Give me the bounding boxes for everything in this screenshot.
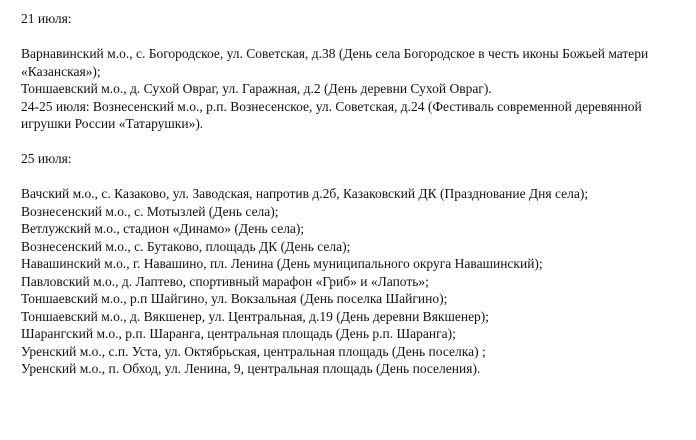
- event-entry: Тоншаевский м.о., р.п Шайгино, ул. Вокзальная (День поселка Шайгино);: [21, 291, 448, 306]
- event-entry: Уренский м.о., п. Обход, ул. Ленина, 9, центральная площадь (День поселения).: [21, 361, 481, 376]
- event-list: [21, 185, 681, 378]
- event-entry: Варнавинский м.о., с. Богородское, ул. Советская, д.38 (День села Богородское в честь иконы Божьей матери «Казанская»);: [21, 46, 649, 79]
- event-entry: Тоншаевский м.о., д. Вякшенер, ул. Центральная, д.19 (День деревни Вякшенер);: [21, 308, 490, 324]
- section-july-25: [21, 150, 681, 378]
- section-july-21: [21, 10, 681, 133]
- event-entry: Ветлужский м.о., стадион «Динамо» (День села);: [21, 221, 305, 236]
- document-body: [21, 10, 681, 395]
- section-date-heading: 21 июля:: [21, 11, 72, 26]
- event-entry: Шарангский м.о., р.п. Шаранга, центральная площадь (День р.п. Шаранга);: [21, 326, 456, 341]
- blank-line: [21, 28, 681, 46]
- event-entry: Уренский м.о., с.п. Уста, ул. Октябрьская, центральная площадь (День поселка) ;: [21, 343, 486, 359]
- section-date-heading: 25 июля:: [21, 151, 72, 166]
- event-entry: 24-25 июля: Вознесенский м.о., р.п. Вознесенское, ул. Советская, д.24 (Фестиваль современной деревянной игрушки России «Татарушки»).: [21, 98, 642, 131]
- event-list: [21, 45, 681, 133]
- blank-line: [21, 168, 681, 186]
- event-entry: Тоншаевский м.о., д. Сухой Овраг, ул. Гаражная, д.2 (День деревни Сухой Овраг).: [21, 81, 492, 96]
- event-entry: Навашинский м.о., г. Навашино, пл. Ленина (День муниципального округа Навашинский);: [21, 256, 543, 271]
- event-entry: Вознесенский м.о., с. Мотызлей (День села);: [21, 203, 279, 219]
- event-entry: Вознесенский м.о., с. Бутаково, площадь ДК (День села);: [21, 238, 351, 254]
- event-entry: Вачский м.о., с. Казаково, ул. Заводская, напротив д.2б, Казаковский ДК (Празднование Дня села);: [21, 186, 589, 201]
- event-entry: Павловский м.о., д. Лаптево, спортивный марафон «Гриб» и «Лапоть»;: [21, 273, 429, 289]
